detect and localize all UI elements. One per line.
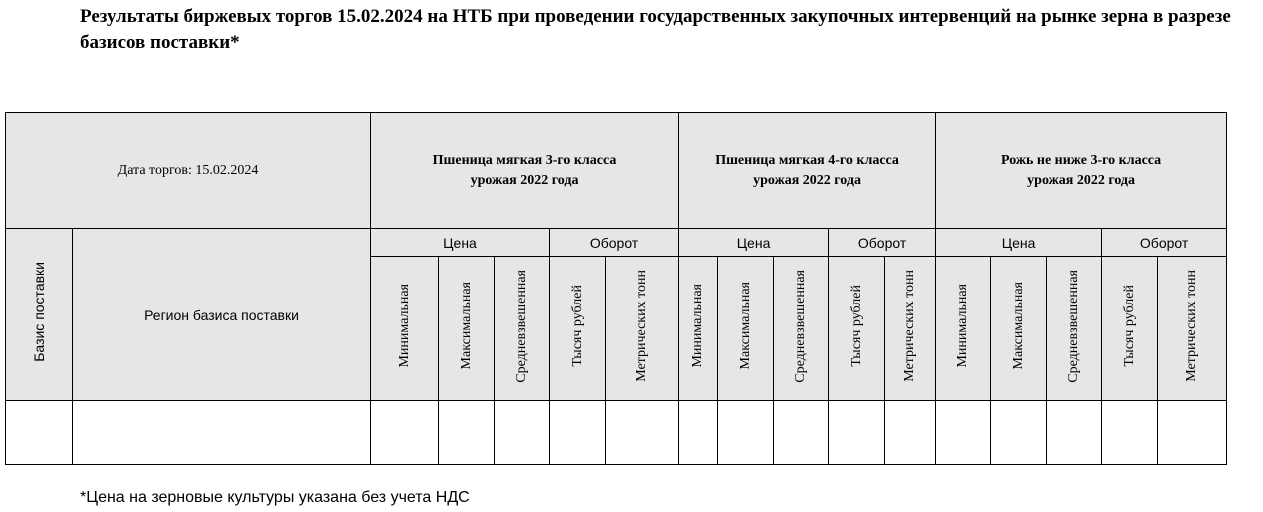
crop-header-wheat-3 bbox=[371, 113, 679, 229]
value-cell bbox=[371, 401, 439, 465]
crop-name: Пшеница мягкая 3-го класса bbox=[432, 152, 617, 168]
value-cell bbox=[606, 401, 679, 465]
value-cell bbox=[829, 401, 885, 465]
value-cell bbox=[679, 401, 718, 465]
subcol-avg: Средневзвешенная bbox=[774, 257, 829, 401]
page-title: Результаты биржевых торгов 15.02.2024 на НТБ при проведении государственных закупочных интервенций на рынке зерна в разрезе базисов поставки* bbox=[80, 6, 1231, 53]
subcol-avg: Средневзвешенная bbox=[1047, 257, 1102, 401]
subcol-tons: Метрических тонн bbox=[1158, 257, 1227, 401]
crop-name: Рожь не ниже 3-го класса bbox=[1000, 152, 1162, 168]
trading-results-table bbox=[5, 112, 1227, 465]
value-cell bbox=[1047, 401, 1102, 465]
value-cell bbox=[718, 401, 774, 465]
value-cell bbox=[885, 401, 936, 465]
region-cell bbox=[73, 401, 371, 465]
price-header: Цена bbox=[679, 229, 829, 257]
subcol-max: Максимальная bbox=[439, 257, 495, 401]
turnover-header: Оборот bbox=[1102, 229, 1227, 257]
trade-date-cell: Дата торгов: 15.02.2024 bbox=[6, 113, 371, 229]
subcol-avg: Средневзвешенная bbox=[495, 257, 550, 401]
value-cell bbox=[495, 401, 550, 465]
value-cell bbox=[439, 401, 495, 465]
price-header: Цена bbox=[371, 229, 550, 257]
crop-header-wheat-4 bbox=[679, 113, 936, 229]
value-cell bbox=[550, 401, 606, 465]
subcol-rub: Тысяч рублей bbox=[829, 257, 885, 401]
price-header: Цена bbox=[936, 229, 1102, 257]
subcol-min: Минимальная bbox=[679, 257, 718, 401]
basis-header-cell bbox=[6, 229, 73, 401]
crop-harvest: урожая 2022 года bbox=[753, 172, 861, 188]
region-header: Регион базиса поставки bbox=[73, 229, 371, 401]
value-cell bbox=[1158, 401, 1227, 465]
subcol-tons: Метрических тонн bbox=[606, 257, 679, 401]
crop-harvest: урожая 2022 года bbox=[470, 172, 579, 188]
vat-footnote: *Цена на зерновые культуры указана без учета НДС bbox=[80, 489, 470, 506]
subcol-min: Минимальная bbox=[371, 257, 439, 401]
value-cell bbox=[991, 401, 1047, 465]
subcol-tons: Метрических тонн bbox=[885, 257, 936, 401]
subcol-min: Минимальная bbox=[936, 257, 991, 401]
subcol-rub: Тысяч рублей bbox=[550, 257, 606, 401]
basis-cell bbox=[6, 401, 73, 465]
crop-header-rye-3 bbox=[936, 113, 1227, 229]
subcol-max: Максимальная bbox=[718, 257, 774, 401]
subcol-rub: Тысяч рублей bbox=[1102, 257, 1158, 401]
basis-header: Базис поставки bbox=[31, 262, 47, 362]
value-cell bbox=[936, 401, 991, 465]
value-cell bbox=[1102, 401, 1158, 465]
crop-harvest: урожая 2022 года bbox=[1027, 172, 1136, 188]
crop-name: Пшеница мягкая 4-го класса bbox=[715, 152, 899, 168]
table-row bbox=[6, 401, 1227, 465]
subcol-max: Максимальная bbox=[991, 257, 1047, 401]
turnover-header: Оборот bbox=[829, 229, 936, 257]
value-cell bbox=[774, 401, 829, 465]
turnover-header: Оборот bbox=[550, 229, 679, 257]
